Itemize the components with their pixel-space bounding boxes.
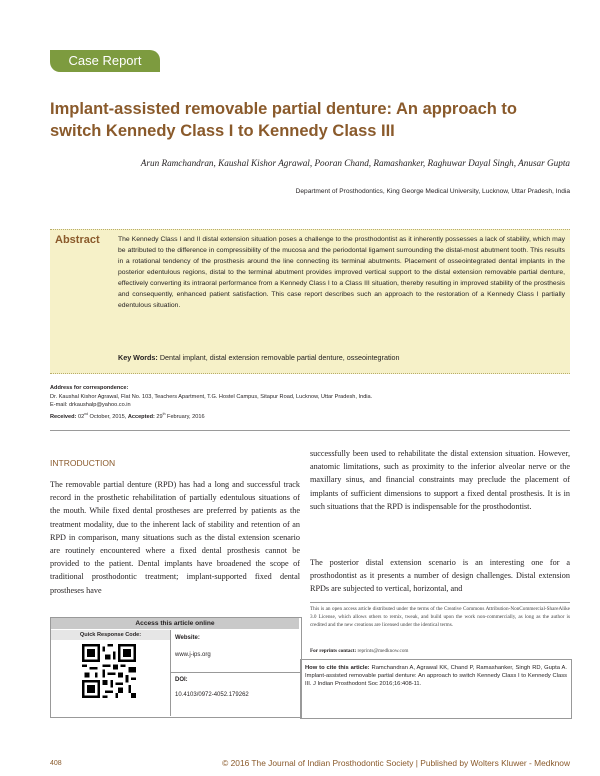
license-divider xyxy=(310,602,570,603)
intro-paragraph-3: The posterior distal extension scenario is an interesting one for a prosthodontist as it presents a number of design challenges. Distal extension RPDs are subjected to vertical, horizontal, and xyxy=(310,558,570,594)
section-tag-label: Case Report xyxy=(68,53,142,68)
correspondence-email: E-mail: drkaushalp@yahoo.co.in xyxy=(50,402,131,409)
qr-code-icon[interactable] xyxy=(82,644,136,698)
accepted-label: Accepted: xyxy=(127,413,155,420)
license-text: This is an open access article distributed under the terms of the Creative Commons Attribution-NonCommercial-ShareAlike 3.0 License, which allows others to remix, tweak, and build upon the work non-commercially, as long as the author is credited and the new creations are licensed under the identical terms. xyxy=(310,606,570,628)
doi-label: DOI: xyxy=(175,677,188,683)
keywords-label: Key Words: xyxy=(118,353,158,362)
correspondence-address: Dr. Kaushal Kishor Agrawal, Flat No. 103, Teachers Apartment, T.G. Hostel Campus, Sitapur Road, Lucknow, Uttar Pradesh, India. xyxy=(50,393,373,400)
citation-label: How to cite this article: xyxy=(305,665,370,671)
author-list: Arun Ramchandran, Kaushal Kishor Agrawal, Pooran Chand, Ramashanker, Raghuwar Dayal Singh, Anusar Gupta xyxy=(140,158,570,168)
abstract-text: The Kennedy Class I and II distal extension situation poses a challenge to the prosthodontist as it inherently possesses a lack of stability, which may be attributed to the difference in compressibility of the mucosa and the periodontal ligament surrounding the distal-most abutment tooth. This results in a rotational tendency of the prosthesis around the line connecting its terminal abutments. Placement of osseointegrated dental implants in the posterior edentulous regions, distal to the terminal abutment provides improved vertical support to the distal extension removable partial denture, effectively converting its intraoral performance from a Kennedy Class I to a Class III situation, thereby resulting in improved stability of the prosthesis and consequently, enhanced patient satisfaction. This case report describes such an approach to the restoration of a Kennedy Class I partially edentulous situation. xyxy=(118,236,565,309)
section-tag xyxy=(50,50,160,72)
correspondence-block xyxy=(50,384,570,421)
doi-link[interactable]: 10.4103/0972-4052.179262 xyxy=(175,692,249,698)
reprints-line xyxy=(310,647,570,655)
abstract-label: Abstract xyxy=(55,234,100,246)
citation-text: Ramchandran A, Agrawal KK, Chand P, Ramashanker, Singh RD, Gupta A. Implant-assisted removable partial denture: An approach to switch Kennedy Class I to Kennedy Class III. J Indian Prosthodont Soc 2016;16:408-11. xyxy=(305,665,567,688)
accepted-rest: February, 2016 xyxy=(167,413,205,420)
qr-code-label: Quick Response Code: xyxy=(51,630,170,640)
page-number: 408 xyxy=(50,760,62,767)
citation-box xyxy=(300,659,572,719)
access-box-row-divider xyxy=(170,672,300,673)
introduction-heading: INTRODUCTION xyxy=(50,458,116,468)
accepted-day: 29 xyxy=(156,413,163,420)
received-suffix: nd xyxy=(84,411,88,416)
affiliation: Department of Prosthodontics, King George Medical University, Lucknow, Uttar Pradesh, India xyxy=(295,188,570,195)
received-rest: October, 2015, xyxy=(89,413,127,420)
correspondence-label: Address for correspondence: xyxy=(50,385,129,391)
received-day: 02 xyxy=(78,413,85,420)
received-label: Received: xyxy=(50,413,77,420)
intro-paragraph-2: successfully been used to rehabilitate the distal extension situation. However, anatomic limitations, such as proximity to the inferior alveolar nerve or the maxillary sinus, and financial constraints may preclude the placement of implants of sufficient dimensions to support a fixed dental prosthesis. It is in such situations that the RPD is indispensable for the prosthodontist. xyxy=(310,449,570,511)
website-label: Website: xyxy=(175,635,200,641)
journal-footer: © 2016 The Journal of Indian Prosthodontic Society | Published by Wolters Kluwer - Medknow xyxy=(222,758,570,768)
keywords-text: Dental implant, distal extension removable partial denture, osseointegration xyxy=(159,353,400,362)
received-accepted-dates xyxy=(50,410,570,421)
access-box-divider xyxy=(170,630,171,716)
reprints-email[interactable]: reprints@medknow.com xyxy=(357,648,409,654)
article-title: Implant-assisted removable partial denture: An approach to switch Kennedy Class I to Kennedy Class III xyxy=(50,100,517,140)
access-box-header: Access this article online xyxy=(51,618,299,629)
reprints-label: For reprints contact: xyxy=(310,648,357,654)
accepted-suffix: th xyxy=(162,411,166,416)
keywords xyxy=(118,353,565,363)
intro-paragraph-1: The removable partial denture (RPD) has had a long and successful track record in the prosthetic rehabilitation of partially edentulous situations of the mouth. While fixed dental prostheses are preferred by patients as the treatment modality, due to the inherent lack of stability and retention of an RPD in comparison, many situations such as the distal extension scenario are routinely encountered where a fixed dental prosthesis cannot be provided to the patient. Dental implants have broadened the scope of traditional prosthodontic treatment; implant-supported fixed dental prostheses have xyxy=(50,480,300,595)
section-divider xyxy=(50,430,570,431)
website-link[interactable]: www.j-ips.org xyxy=(175,652,211,658)
